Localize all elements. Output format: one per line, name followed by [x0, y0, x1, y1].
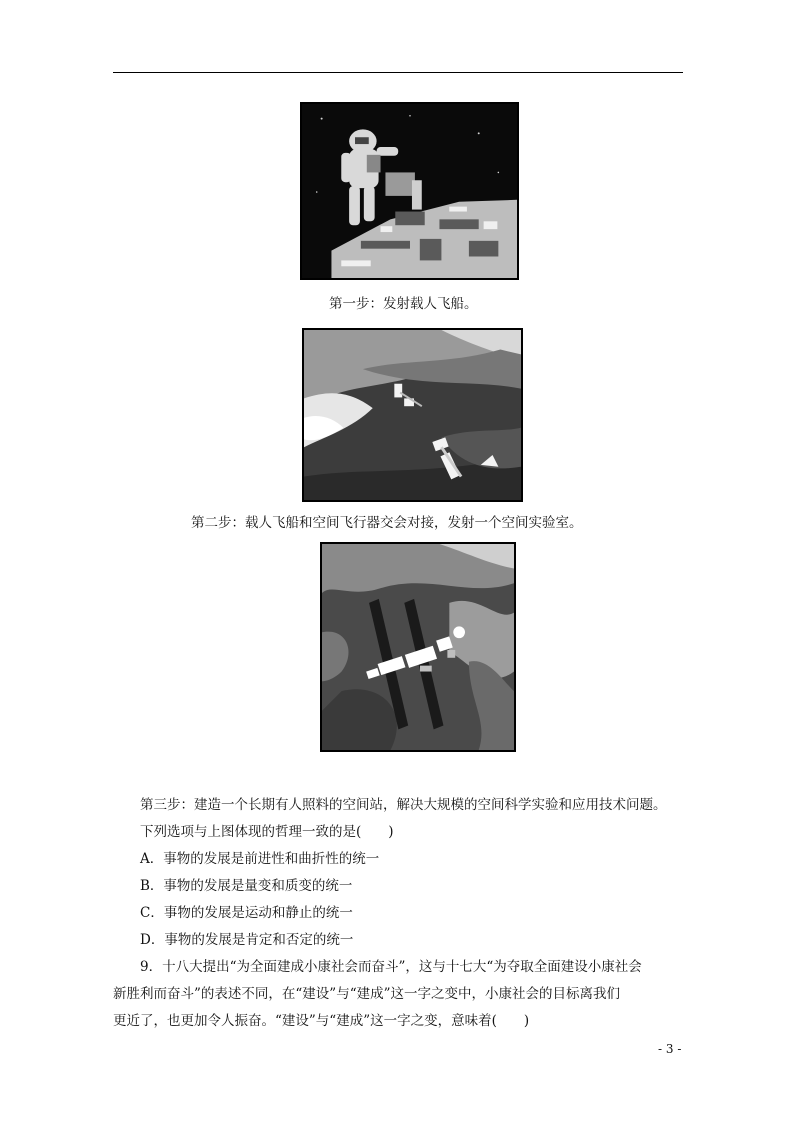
space-station-photo	[320, 542, 516, 752]
question-8-option-d: D．事物的发展是肯定和否定的统一	[140, 932, 354, 948]
caption-step-3: 第三步：建造一个长期有人照料的空间站，解决大规模的空间科学实验和应用技术问题。	[140, 797, 667, 813]
question-8-option-c: C．事物的发展是运动和静止的统一	[140, 905, 353, 921]
header-rule	[113, 72, 683, 73]
question-9-line-3: 更近了，也更加令人振奋。“建设”与“建成”这一字之变，意味着( )	[113, 1013, 530, 1029]
question-8-option-a: A．事物的发展是前进性和曲折性的统一	[140, 851, 380, 867]
question-9-line-2: 新胜利而奋斗”的表述不同，在“建设”与“建成”这一字之变中，小康社会的目标离我们	[113, 986, 621, 1002]
page-number: - 3 -	[658, 1042, 682, 1056]
question-8-option-b: B．事物的发展是量变和质变的统一	[140, 878, 353, 894]
caption-step-2: 第二步：载人飞船和空间飞行器交会对接，发射一个空间实验室。	[191, 515, 583, 531]
caption-step-1: 第一步：发射载人飞船。	[329, 296, 478, 312]
question-8-stem: 下列选项与上图体现的哲理一致的是( )	[140, 824, 394, 840]
spacecraft-docking-photo	[302, 328, 523, 502]
astronaut-spacewalk-photo	[300, 102, 519, 280]
question-9-line-1: 9．十八大提出“为全面建成小康社会而奋斗”，这与十七大“为夺取全面建设小康社会	[140, 959, 642, 975]
